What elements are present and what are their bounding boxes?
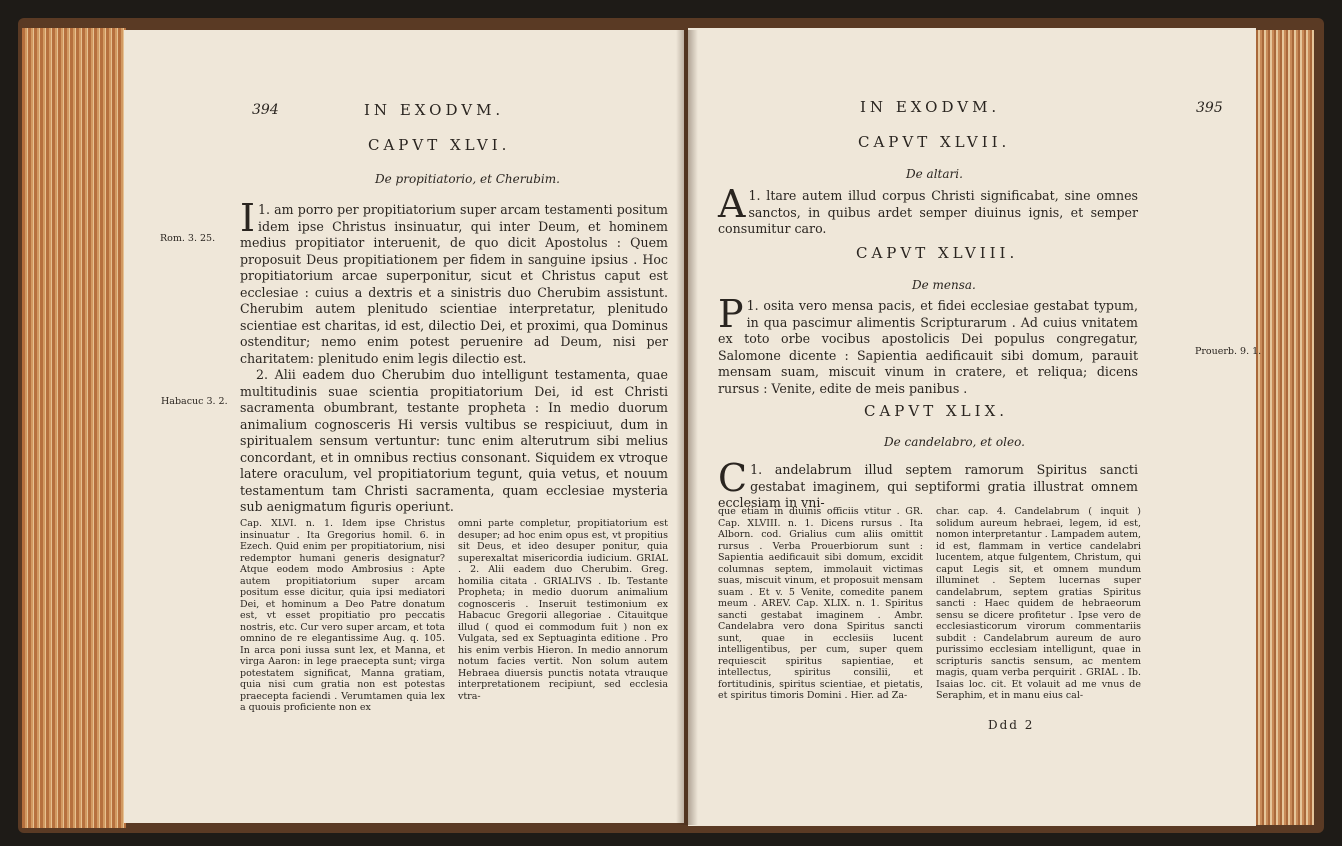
margin-note-romans: Rom. 3. 25.: [160, 233, 216, 244]
chapter-heading-47: CAPVT XLVII.: [858, 133, 1011, 151]
footnote-column-1: que etiam in diuinis officiis vtitur . GR. Cap. XLVIII. n. 1. Dicens rursus . Ita Alborn. cod. Grialius cum aliis omittit rursus . Verba Prouerbiorum sunt : Sapientia aedificauit sibi domum, excidit columnas septem, immolauit victimas suas, miscuit vinum, et proposuit mensam suam . Et v. 5 Venite, comedite panem meum . AREV. Cap. XLIX. n. 1. Spiritus sancti gestabat imaginem . Ambr. Candelabra vero dona Spiritus sancti sunt, quae in ecclesiis lucent intelligentibus, per cum, super quem requiescit spiritus sapientiae, et intellectus, spiritus consilii, et fortitudinis, spiritus scientiae, et pietatis, et spiritus timoris Domini . Hier. ad Za-: [718, 506, 923, 701]
drop-cap: C: [718, 456, 748, 500]
chapter-subtitle-47: De altari.: [906, 167, 963, 181]
chapter-subtitle-48: De mensa.: [912, 278, 976, 292]
chapter-subtitle: De propitiatorio, et Cherubim.: [375, 172, 560, 186]
paragraph-47: 1. ltare autem illud corpus Christi significabat, sine omnes sanctos, in quibus ardet semper diuinus ignis, et semper consumitur caro.: [718, 188, 1138, 236]
page-number: 394: [252, 102, 279, 118]
running-head: IN EXODVM.: [364, 101, 505, 119]
main-text: [240, 196, 668, 516]
drop-cap: A: [718, 182, 746, 226]
footnote-column-2: char. cap. 4. Candelabrum ( inquit ) solidum aureum hebraei, legem, id est, nomon interpretantur . Lampadem autem, id est, flammam in vertice candelabri lucentem, atque fulgentem, Christum, qui caput Legis sit, et omnem mundum illuminet . Septem lucernas super candelabrum, septem gratias Spiritus sancti : Haec quidem de hebraeorum sensu se dicere profitetur . Ipse vero de ecclesiasticorum virorum commentariis subdit : Candelabrum aureum de auro purissimo ecclesiam intelligunt, quae in scripturis sanctis sensum, ac mentem magis, quam verba perquirit . GRIAL . Ib. Isaias loc. cit. Et volauit ad me vnus de Seraphim, et in manu eius cal-: [936, 506, 1141, 701]
footnote-column-1: Cap. XLVI. n. 1. Idem ipse Christus insinuatur . Ita Gregorius homil. 6. in Ezech. Quid enim per propitiatorium, nisi redemptor humani generis designatur? Atque eodem modo Ambrosius : Apte autem propitiatorium super arcam positum esse dicitur, quia ipsi mediatori Dei, et hominum a Deo Patre donatum est, vt esset propitiatio pro peccatis nostris, etc. Cur vero super arcam, et tota omnino de re elegantissime Aug. q. 105. In arca poni iussa sunt lex, et Manna, et virga Aaron: in lege praecepta sunt; virga potestatem significat, Manna gratiam, quia nisi cum gratia non est potestas praecepta faciendi . Verumtamen quia lex a quouis proficiente non ex: [240, 518, 445, 713]
text-caput-48: [718, 292, 1138, 397]
margin-note-habacuc: Habacuc 3. 2.: [161, 396, 228, 407]
paragraph-48: 1. osita vero mensa pacis, et fidei ecclesiae gestabat typum, in qua pascimur alimentis Scripturarum . Ad cuius vnitatem ex toto orbe vocibus apostolicis Dei populus congregatur, Salomone dicente : Sapientia aedificauit sibi domum, parauit mensam suam, miscuit vinum in cratere, et reliqua; dicens rursus : Venite, edite de meis panibus .: [718, 298, 1138, 396]
chapter-subtitle-49: De candelabro, et oleo.: [884, 435, 1025, 449]
right-page-edges: [1252, 30, 1314, 825]
drop-cap: P: [718, 292, 744, 336]
right-page: [688, 28, 1256, 826]
paragraph-1: 1. am porro per propitiatorium super arcam testamenti positum idem ipse Christus insinuatur, qui inter Deum, et hominem medius propitiator interuenit, de quo dicit Apostolus : Quem proposuit Deus propitiationem per fidem in sanguine ipsius . Hoc propitiatorium arcae superponitur, sicut et Christus caput est ecclesiae : cuius a dextris et a sinistris duo Cherubim assistunt. Cherubim autem plenitudo scientiae interpretatur, plenitudo scientiae est charitas, id est, dilectio Dei, et proximi, qua Dominus ostenditur; nemo enim potest peruenire ad Deum, nisi per charitatem: plenitudo enim legis dilectio est.: [240, 202, 668, 366]
left-page-edges: [22, 28, 126, 828]
text-caput-49: [718, 456, 1138, 512]
text-caput-47: [718, 182, 1138, 238]
chapter-heading-49: CAPVT XLIX.: [864, 402, 1009, 420]
running-head: IN EXODVM.: [860, 98, 1001, 116]
chapter-heading: CAPVT XLVI.: [368, 136, 511, 154]
page-number: 395: [1196, 100, 1223, 116]
left-page: [124, 30, 684, 823]
footnote-column-2: omni parte completur, propitiatorium est desuper; ad hoc enim opus est, vt propitius sit Deus, et ideo desuper ponitur, quia superexaltat misericordia iudicium. GRIAL . 2. Alii eadem duo Cherubim. Greg. homilia citata . GRIALIVS . Ib. Testante Propheta; in medio duorum animalium cognosceris . Inseruit testimonium ex Habacuc Gregorii allegoriae . Citauitque illud ( quod ei commodum fuit ) non ex Vulgata, sed ex Septuaginta editione . Pro his enim verbis Hieron. In medio annorum notum facies vertit. Non solum autem Hebraea diuersis punctis notata vtrauque interpretationem recipiunt, sed ecclesia vtra-: [458, 518, 668, 702]
drop-cap: I: [240, 196, 256, 240]
paragraph-49: 1. andelabrum illud septem ramorum Spiritus sancti gestabat imaginem, qui septiformi gratia illustrat omnem ecclesiam in vni-: [718, 462, 1138, 510]
book-gutter: [676, 30, 698, 825]
paragraph-2: 2. Alii eadem duo Cherubim duo intelligunt testamenta, quae multitudinis suae scientia propitiatorium Dei, id est Christi sacramenta obumbrant, testante propheta : In medio duorum animalium cognosceris Hi versis vultibus se respiciuut, dum in spiritualem sensum vertuntur: tunc enim alterutrum sibi melius concordant, et in omnibus rectius consonant. Siquidem ex vtroque latere oraculum, vel propitiatorium tegunt, quia vetus, et nouum testamentum tam Christi sacramenta, quam ecclesiae mysteria sub aenigmatum figuris operiunt.: [240, 367, 668, 514]
chapter-heading-48: CAPVT XLVIII.: [856, 244, 1019, 262]
signature-mark: Ddd 2: [988, 718, 1035, 732]
margin-note-proverbs: Prouerb. 9. 1.: [1195, 346, 1262, 357]
